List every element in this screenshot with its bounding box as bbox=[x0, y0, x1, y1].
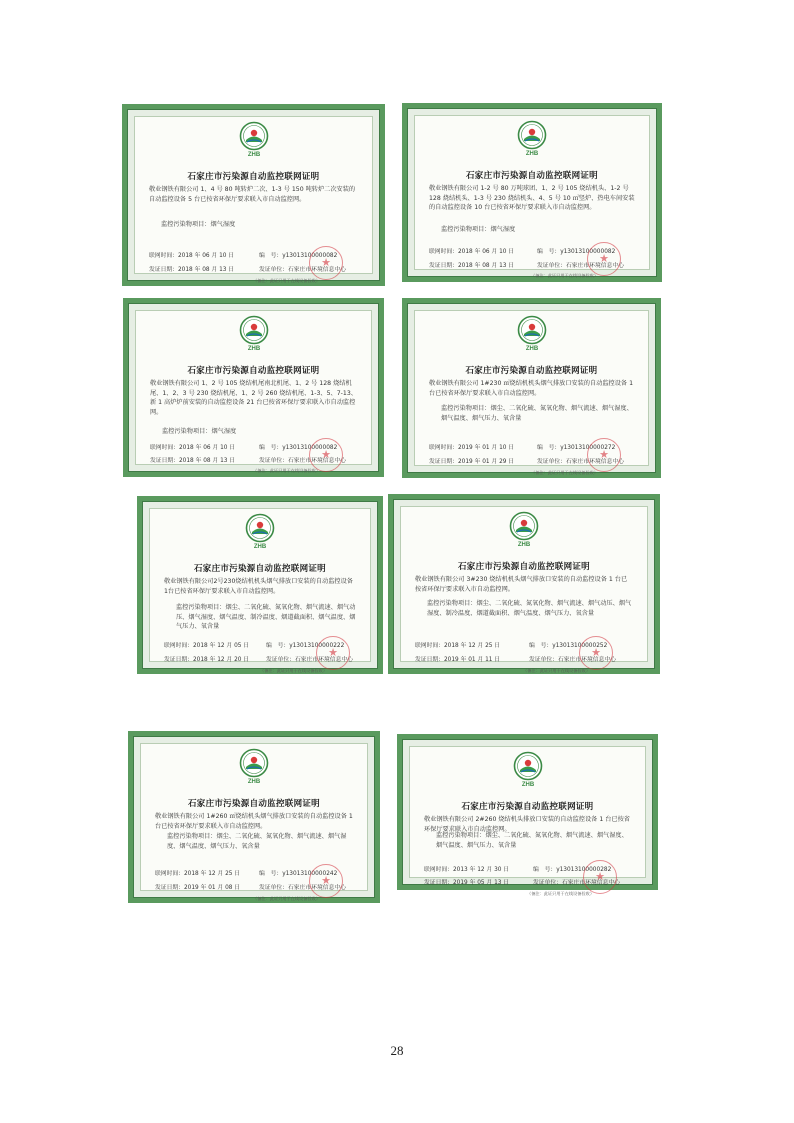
certificate bbox=[137, 496, 383, 674]
issue-date: 发证日期：2019 年 05 月 13 日 bbox=[424, 880, 510, 886]
certificate-number: 编 号：y13013100000272 bbox=[537, 445, 616, 451]
svg-text:ZHB: ZHB bbox=[247, 779, 261, 785]
certificate-title: 石家庄市污染源自动监控联网证明 bbox=[187, 799, 320, 809]
issuing-unit: 发证单位：石家庄市环境信息中心 bbox=[266, 657, 353, 663]
svg-text:ZHB: ZHB bbox=[525, 346, 538, 352]
certificate-body: 敬业钢铁有限公司 1-2 号 80 万吨球团、1、2 号 105 烧结机头、1-2 号 128 烧结机头、1-3 号 230 烧结机头、4、5 号 10 ㎡竖炉、热电车间安装的自动监控设备 10 台已按省环保厅要求联入市自动监控网。 bbox=[429, 185, 635, 212]
certificate-note: （备注：此证只用于在线设备验收） bbox=[260, 668, 328, 673]
certificate-inner bbox=[400, 506, 648, 673]
monitor-items: 监控污染物项目：烟尘、二氧化硫、氮氧化物、烟气流速、烟气湿度、烟气温度、烟气压力、氧含量 bbox=[436, 832, 628, 849]
official-seal-icon bbox=[587, 438, 621, 472]
zhb-emblem-icon bbox=[239, 315, 269, 353]
issuing-unit: 发证单位：石家庄市环境信息中心 bbox=[529, 657, 616, 663]
certificate-title: 石家庄市污染源自动监控联网证明 bbox=[461, 802, 594, 812]
issuing-unit: 发证单位：石家庄市环境信息中心 bbox=[533, 880, 620, 886]
certificate bbox=[128, 731, 380, 903]
zhb-emblem-icon bbox=[517, 315, 547, 353]
monitor-items: 监控污染物项目：烟气湿度 bbox=[162, 428, 237, 435]
certificate bbox=[122, 104, 385, 286]
network-date: 联网时间：2018 年 12 月 25 日 bbox=[155, 871, 241, 877]
issuing-unit: 发证单位：石家庄市环境信息中心 bbox=[537, 263, 624, 269]
issue-date: 发证日期：2019 年 01 月 29 日 bbox=[429, 459, 515, 465]
network-date: 联网时间：2018 年 12 月 25 日 bbox=[415, 643, 501, 649]
certificate-note: （备注：此证只用于在线设备验收） bbox=[527, 891, 595, 896]
certificate-body: 敬业钢铁有限公司 1#260 ㎡烧结机头烟气排放口安装的自动监控设备 1 台已按省环保厅要求联入市自动监控网。 bbox=[155, 813, 353, 830]
certificate-inner bbox=[135, 310, 372, 473]
issuing-unit: 发证单位：石家庄市环境信息中心 bbox=[259, 885, 346, 891]
certificate-body: 敬业钢铁有限公司 2#260 烧结机头排放口安装的自动监控设备 1 台已按省环保厅要求联入市自动监控网。 bbox=[424, 816, 630, 833]
zhb-emblem-icon bbox=[245, 513, 275, 551]
network-date: 联网时间：2018 年 06 月 10 日 bbox=[150, 445, 236, 451]
issue-date: 发证日期：2019 年 01 月 11 日 bbox=[415, 657, 501, 663]
certificate bbox=[388, 494, 660, 674]
zhb-emblem-icon bbox=[517, 120, 547, 158]
certificate-body: 敬业钢铁有限公司 1#230 ㎡烧结机机头烟气排放口安装的自动监控设备 1 台已按省环保厅要求联入市自动监控网。 bbox=[429, 380, 634, 397]
certificate bbox=[402, 298, 661, 478]
certificate-note: （备注：此证只用于在线设备验收） bbox=[253, 896, 321, 901]
issue-date: 发证日期：2018 年 08 月 13 日 bbox=[429, 263, 515, 269]
issuing-unit: 发证单位：石家庄市环境信息中心 bbox=[537, 459, 624, 465]
svg-text:ZHB: ZHB bbox=[517, 542, 531, 548]
certificate-body: 敬业钢铁有限公司2号230烧结机机头烟气排放口安装的自动监控设备1台已按省环保厅要求联入市自动监控网。 bbox=[164, 578, 353, 595]
svg-text:ZHB: ZHB bbox=[247, 346, 260, 352]
network-date: 联网时间：2013 年 12 月 30 日 bbox=[424, 867, 510, 873]
certificate-title: 石家庄市污染源自动监控联网证明 bbox=[465, 366, 598, 376]
network-date: 联网时间：2018 年 12 月 05 日 bbox=[164, 643, 250, 649]
certificate-number: 编 号：y13013100000282 bbox=[533, 867, 612, 873]
certificate-inner bbox=[134, 116, 373, 283]
issuing-unit: 发证单位：石家庄市环境信息中心 bbox=[259, 267, 346, 273]
monitor-items: 监控污染物项目：烟尘、二氧化硫、氮氧化物、烟气流速、烟气动压、烟气湿度、烟气温度、制冷温度、烟道截面积、烟气温度、烟气压力、氧含量 bbox=[176, 604, 356, 631]
svg-text:ZHB: ZHB bbox=[247, 152, 260, 158]
certificate-inner bbox=[414, 115, 650, 278]
issue-date: 发证日期：2018 年 08 月 13 日 bbox=[149, 267, 235, 273]
certificate-inner bbox=[414, 310, 649, 475]
issue-date: 发证日期：2019 年 01 月 08 日 bbox=[155, 885, 241, 891]
monitor-items: 监控污染物项目：烟气湿度 bbox=[161, 221, 236, 228]
monitor-items: 监控污染物项目：烟尘、二氧化硫、氮氧化物、烟气流速、烟气动压、烟气湿度、制冷温度、烟道截面积、烟气温度、烟气压力、氧含量 bbox=[427, 600, 632, 617]
certificate-body: 敬业钢铁有限公司 1、4 号 80 吨转炉二次、1-3 号 150 吨转炉二次安装的自动监控设备 5 台已按省环保厅要求联入市自动监控网。 bbox=[149, 186, 356, 203]
official-seal-icon bbox=[309, 864, 343, 898]
svg-text:ZHB: ZHB bbox=[521, 782, 534, 788]
page-number: 28 bbox=[390, 1043, 404, 1058]
certificate-number: 编 号：y13013100000252 bbox=[529, 643, 608, 649]
certificate-number: 编 号：y13013100000242 bbox=[259, 871, 338, 877]
certificate-title: 石家庄市污染源自动监控联网证明 bbox=[465, 171, 598, 181]
certificate-note: （备注：此证只用于在线设备验收） bbox=[523, 668, 591, 673]
svg-text:ZHB: ZHB bbox=[253, 544, 267, 550]
official-seal-icon bbox=[316, 636, 350, 670]
issue-date: 发证日期：2018 年 12 月 20 日 bbox=[164, 657, 250, 663]
issue-date: 发证日期：2018 年 08 月 13 日 bbox=[150, 458, 236, 464]
official-seal-icon bbox=[579, 636, 613, 670]
certificate-note: （备注：此证只用于在线设备验收） bbox=[531, 470, 599, 475]
certificate-number: 编 号：y13013100000082 bbox=[537, 249, 616, 255]
certificate-note: （备注：此证只用于在线设备验收） bbox=[253, 278, 321, 283]
certificate-note: （备注：此证只用于在线设备验收） bbox=[531, 273, 599, 278]
official-seal-icon bbox=[583, 860, 617, 894]
certificate bbox=[123, 298, 384, 477]
official-seal-icon bbox=[309, 438, 343, 472]
certificate-title: 石家庄市污染源自动监控联网证明 bbox=[187, 366, 320, 376]
certificate bbox=[397, 734, 658, 896]
certificate-note: （备注：此证只用于在线设备验收） bbox=[253, 468, 321, 473]
certificate-title: 石家庄市污染源自动监控联网证明 bbox=[457, 562, 590, 572]
zhb-emblem-icon bbox=[509, 511, 539, 549]
issuing-unit: 发证单位：石家庄市环境信息中心 bbox=[259, 458, 346, 464]
certificate-number: 编 号：y13013100000222 bbox=[266, 643, 345, 649]
network-date: 联网时间：2018 年 06 月 10 日 bbox=[149, 253, 235, 259]
monitor-items: 监控污染物项目：烟尘、二氧化硫、氮氧化物、烟气流速、烟气湿度、烟气温度、烟气压力、氧含量 bbox=[167, 833, 347, 850]
network-date: 联网时间：2019 年 01 月 10 日 bbox=[429, 445, 515, 451]
certificate-body: 敬业钢铁有限公司 1、2 号 105 烧结机尾南北机尾、1、2 号 128 烧结机尾、1、2、3 号 230 烧结机尾、1、2 号 260 烧结机尾、1-3、5、7-13、新 1 高炉炉前安装的自动监控设备 21 台已按省环保厅要求联入市自动监控网。 bbox=[150, 380, 357, 416]
certificate-number: 编 号：y13013100000082 bbox=[259, 253, 338, 259]
official-seal-icon bbox=[309, 246, 343, 280]
zhb-emblem-icon bbox=[239, 121, 269, 159]
monitor-items: 监控污染物项目：烟气湿度 bbox=[441, 226, 516, 233]
certificate-title: 石家庄市污染源自动监控联网证明 bbox=[187, 172, 320, 182]
zhb-emblem-icon bbox=[239, 748, 269, 786]
certificate-number: 编 号：y13013100000082 bbox=[259, 445, 338, 451]
certificate-inner bbox=[149, 508, 371, 673]
certificate-body: 敬业钢铁有限公司 3#230 烧结机机头烟气排放口安装的自动监控设备 1 台已按省环保厅要求联入市自动监控网。 bbox=[415, 576, 628, 593]
certificate-inner bbox=[409, 746, 646, 896]
official-seal-icon bbox=[587, 242, 621, 276]
svg-text:ZHB: ZHB bbox=[525, 151, 539, 157]
zhb-emblem-icon bbox=[513, 751, 543, 789]
certificate-inner bbox=[140, 743, 368, 901]
monitor-items: 监控污染物项目：烟尘、二氧化硫、氮氧化物、烟气流速、烟气湿度、烟气温度、烟气压力、氧含量 bbox=[441, 405, 633, 422]
certificate bbox=[402, 103, 662, 282]
certificate-title: 石家庄市污染源自动监控联网证明 bbox=[193, 564, 326, 574]
network-date: 联网时间：2018 年 06 月 10 日 bbox=[429, 249, 515, 255]
